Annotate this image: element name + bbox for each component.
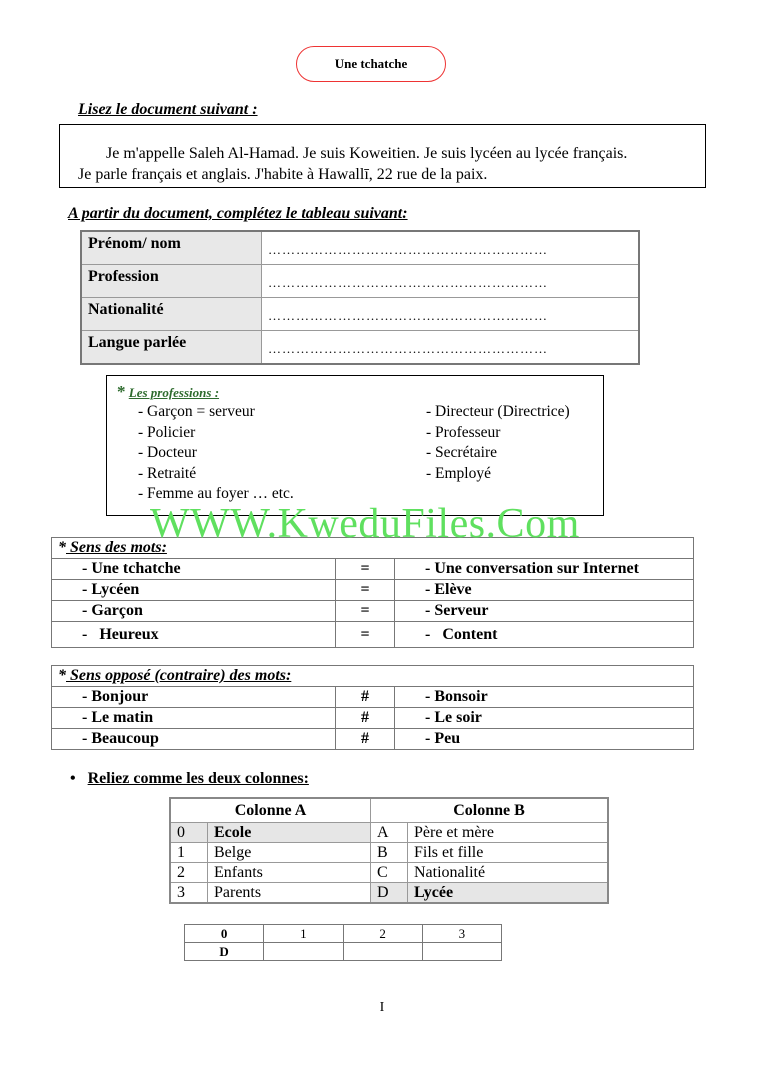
antonyms-heading-text: Sens opposé (contraire) des mots: bbox=[70, 667, 292, 684]
synonym-meaning: - Serveur bbox=[395, 601, 694, 622]
opposite-sign: # bbox=[336, 729, 395, 750]
list-item: - Docteur bbox=[138, 444, 197, 462]
fill-blank[interactable]: …………………………………………………… bbox=[262, 298, 640, 331]
answer-cell[interactable] bbox=[343, 943, 422, 961]
synonym-word: - Une tchatche bbox=[52, 559, 336, 580]
table-row bbox=[81, 298, 639, 331]
match-table bbox=[169, 797, 609, 904]
professions-right-list bbox=[426, 402, 570, 484]
column-a-item: Belge bbox=[208, 843, 371, 863]
list-item: - Femme au foyer … etc. bbox=[138, 485, 294, 503]
answer-number: 2 bbox=[343, 925, 422, 943]
star-bullet: * bbox=[58, 667, 66, 684]
table-row bbox=[52, 708, 694, 729]
synonyms-table bbox=[51, 537, 694, 648]
antonyms-heading bbox=[52, 666, 694, 687]
equals-sign: = bbox=[336, 601, 395, 622]
fill-label: Nationalité bbox=[81, 298, 262, 331]
fill-label: Profession bbox=[81, 265, 262, 298]
professions-left-list bbox=[138, 402, 294, 505]
answer-cell[interactable] bbox=[422, 943, 501, 961]
bullet-icon: • bbox=[70, 770, 76, 787]
antonym-meaning: - Peu bbox=[395, 729, 694, 750]
synonym-word: - Heureux bbox=[52, 622, 336, 648]
synonym-meaning: - Elève bbox=[395, 580, 694, 601]
table-row bbox=[185, 943, 502, 961]
column-a-header: Colonne A bbox=[170, 798, 371, 823]
answer-grid bbox=[184, 924, 502, 961]
answer-number: 1 bbox=[264, 925, 343, 943]
table-row bbox=[170, 863, 608, 883]
column-b-item: Lycée bbox=[408, 883, 609, 904]
table-row bbox=[52, 559, 694, 580]
table-row bbox=[52, 729, 694, 750]
list-item: - Policier bbox=[138, 423, 196, 441]
match-heading bbox=[70, 770, 309, 788]
list-item: - Garçon = serveur bbox=[138, 403, 255, 420]
antonym-meaning: - Bonsoir bbox=[395, 687, 694, 708]
table-row bbox=[170, 798, 608, 823]
professions-label: Les professions : bbox=[128, 385, 220, 400]
read-heading: Lisez le document suivant : bbox=[78, 101, 258, 118]
professions-box bbox=[106, 375, 604, 516]
answer-number: 3 bbox=[422, 925, 501, 943]
synonym-word: - Lycéen bbox=[52, 580, 336, 601]
synonym-word: - Garçon bbox=[52, 601, 336, 622]
table-row bbox=[170, 823, 608, 843]
page-title: Une tchatche bbox=[296, 46, 446, 82]
fill-label: Prénom/ nom bbox=[81, 231, 262, 265]
fill-label: Langue parlée bbox=[81, 331, 262, 365]
table-row bbox=[52, 687, 694, 708]
synonym-meaning: - Une conversation sur Internet bbox=[395, 559, 694, 580]
column-a-item: Parents bbox=[208, 883, 371, 904]
column-b-header: Colonne B bbox=[371, 798, 609, 823]
fill-table bbox=[80, 230, 640, 365]
table-row bbox=[52, 666, 694, 687]
fill-blank[interactable]: …………………………………………………… bbox=[262, 265, 640, 298]
row-number: 0 bbox=[170, 823, 208, 843]
star-bullet: * bbox=[117, 382, 126, 401]
equals-sign: = bbox=[336, 622, 395, 648]
list-item: - Professeur bbox=[426, 423, 501, 441]
column-a-item: Ecole bbox=[208, 823, 371, 843]
row-letter: B bbox=[371, 843, 408, 863]
table-row bbox=[185, 925, 502, 943]
watermark-text: WWW.KweduFiles.Com bbox=[150, 501, 580, 547]
row-letter: A bbox=[371, 823, 408, 843]
row-number: 2 bbox=[170, 863, 208, 883]
answer-cell[interactable]: D bbox=[185, 943, 264, 961]
antonym-meaning: - Le soir bbox=[395, 708, 694, 729]
row-number: 3 bbox=[170, 883, 208, 904]
column-a-item: Enfants bbox=[208, 863, 371, 883]
equals-sign: = bbox=[336, 580, 395, 601]
document-line-1: Je m'appelle Saleh Al-Hamad. Je suis Koweitien. Je suis lycéen au lycée français. bbox=[106, 145, 628, 162]
column-b-item: Fils et fille bbox=[408, 843, 609, 863]
document-text-box bbox=[59, 124, 706, 188]
equals-sign: = bbox=[336, 559, 395, 580]
antonyms-table bbox=[51, 665, 694, 750]
row-letter: C bbox=[371, 863, 408, 883]
match-heading-text: Reliez comme les deux colonnes: bbox=[87, 770, 309, 787]
antonym-word: - Bonjour bbox=[52, 687, 336, 708]
star-bullet: * bbox=[58, 539, 66, 556]
answer-number: 0 bbox=[185, 925, 264, 943]
table-row bbox=[170, 843, 608, 863]
fill-blank[interactable]: …………………………………………………… bbox=[262, 331, 640, 365]
antonym-word: - Le matin bbox=[52, 708, 336, 729]
complete-heading: A partir du document, complétez le tableau suivant: bbox=[68, 205, 408, 222]
table-row bbox=[81, 265, 639, 298]
list-item: - Employé bbox=[426, 464, 491, 482]
fill-blank[interactable]: …………………………………………………… bbox=[262, 231, 640, 265]
table-row bbox=[52, 580, 694, 601]
synonym-meaning: - Content bbox=[395, 622, 694, 648]
professions-heading bbox=[117, 382, 219, 402]
column-b-item: Nationalité bbox=[408, 863, 609, 883]
row-letter: D bbox=[371, 883, 408, 904]
table-row bbox=[81, 231, 639, 265]
table-row bbox=[170, 883, 608, 904]
list-item: - Retraité bbox=[138, 464, 197, 482]
table-row bbox=[52, 601, 694, 622]
row-number: 1 bbox=[170, 843, 208, 863]
antonym-word: - Beaucoup bbox=[52, 729, 336, 750]
opposite-sign: # bbox=[336, 687, 395, 708]
page-number: I bbox=[379, 1000, 385, 1015]
table-row bbox=[81, 331, 639, 365]
list-item: - Directeur (Directrice) bbox=[426, 403, 570, 420]
opposite-sign: # bbox=[336, 708, 395, 729]
list-item: - Secrétaire bbox=[426, 444, 497, 462]
answer-cell[interactable] bbox=[264, 943, 343, 961]
column-b-item: Père et mère bbox=[408, 823, 609, 843]
synonyms-heading-text: Sens des mots: bbox=[70, 539, 167, 556]
document-line-2: Je parle français et anglais. J'habite à Hawallī, 22 rue de la paix. bbox=[78, 166, 488, 183]
table-row bbox=[52, 622, 694, 648]
